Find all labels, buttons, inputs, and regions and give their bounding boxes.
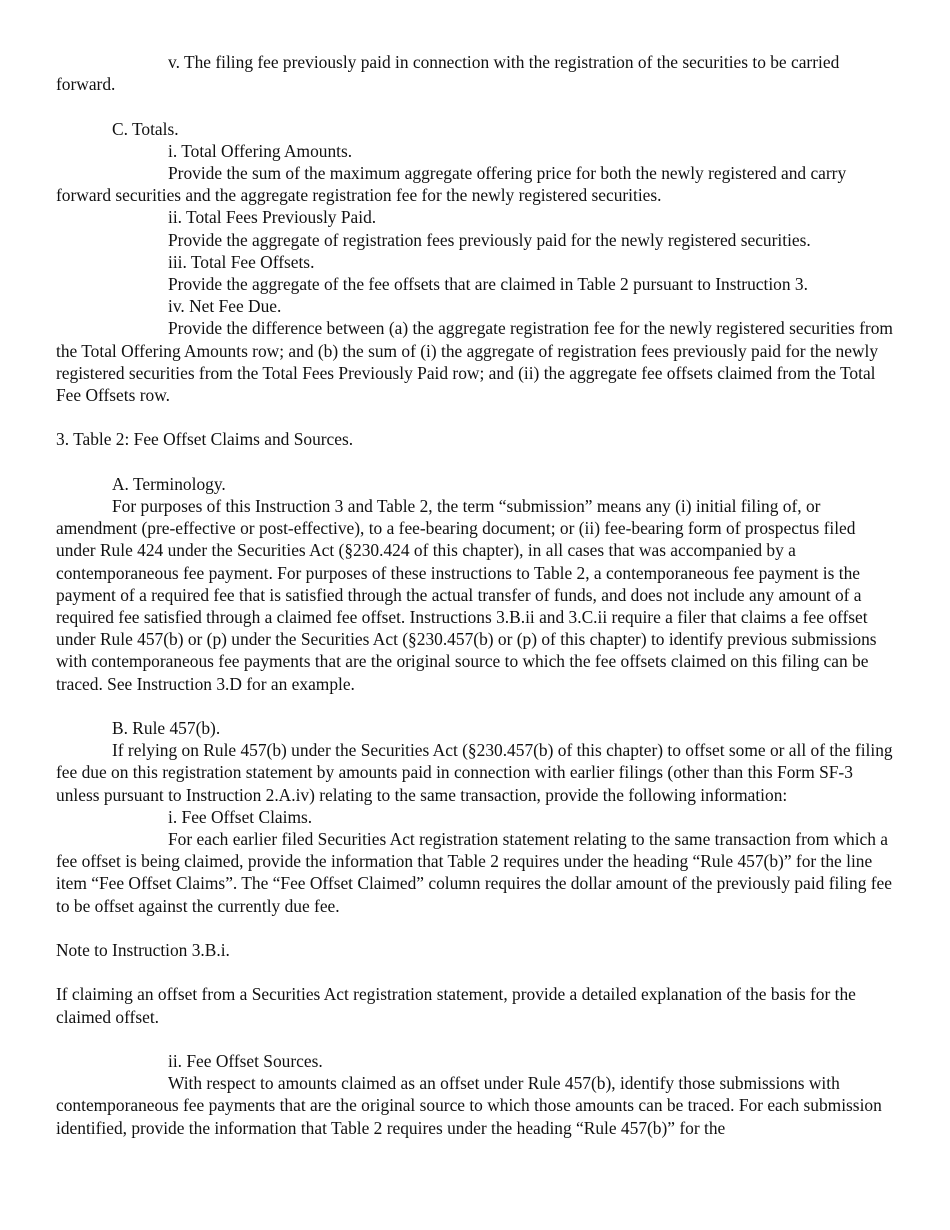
subheading-fee-offset-claims: i. Fee Offset Claims. (168, 806, 313, 827)
subheading-total-fee-offsets: iii. Total Fee Offsets. (168, 251, 315, 272)
paragraph-fee-offset-claims: For each earlier filed Securities Act registration statement relating to the same transaction from which a fee offset is being claimed, provide the information that Table 2 requires under the heading “Rule 457(b)” for the line item “Fee Offset Claims”. The “Fee Offset Claimed” column requires the dollar amount of the previously paid filing fee to be offset against the currently due fee. (56, 829, 892, 916)
paragraph-net-fee-due: Provide the difference between (a) the aggregate registration fee for the newly registered securities from the Total Offering Amounts row; and (b) the sum of (i) the aggregate of registration fees previously paid for the newly registered securities from the Total Fees Previously Paid row; and (ii) the aggregate fee offsets claimed from the Total Fee Offsets row. (56, 318, 893, 406)
paragraph-terminology: For purposes of this Instruction 3 and Table 2, the term “submission” means any (i) initial filing of, or amendment (pre-effective or post-effective), to a fee-bearing document; or (ii) fee-bearing form of prospectus filed under Rule 424 under the Securities Act (§230.424 of this chapter), in all cases that was accompanied by a contemporaneous fee payment. For purposes of these instructions to Table 2, a contemporaneous fee payment is the payment of a required fee that is satisfied through the actual transfer of funds, and does not include any amount of a required fee satisfied through a claimed fee offset. Instructions 3.B.ii and 3.C.ii require a filer that claims a fee offset under Rule 457(b) or (p) under the Securities Act (§230.457(b) or (p) of this chapter) to identify previous submissions with contemporaneous fee payments that are the original source to which the fee offsets claimed on this filing can be traced. See Instruction 3.D for an example. (56, 496, 877, 694)
subheading-net-fee-due: iv. Net Fee Due. (168, 296, 282, 317)
heading-c-totals: C. Totals. (112, 118, 179, 139)
spacer (56, 961, 896, 983)
spacer (56, 695, 896, 717)
spacer (56, 917, 896, 939)
paragraph-fee-offset-sources: With respect to amounts claimed as an offset under Rule 457(b), identify those submissions with contemporaneous fee payments that are the original source to which those amounts can be traced. For each submission identified, provide the information that Table 2 requires under the heading “Rule 457(b)” for the (56, 1073, 882, 1138)
heading-table-2: 3. Table 2: Fee Offset Claims and Sources. (56, 429, 354, 450)
subheading-total-offering-amounts: i. Total Offering Amounts. (168, 140, 353, 161)
heading-a-terminology: A. Terminology. (112, 473, 226, 494)
spacer (56, 95, 896, 117)
note-paragraph: If claiming an offset from a Securities Act registration statement, provide a detailed explanation of the basis for the claimed offset. (56, 984, 856, 1027)
paragraph-total-fee-offsets: Provide the aggregate of the fee offsets that are claimed in Table 2 pursuant to Instruction 3. (168, 274, 808, 295)
subheading-fee-offset-sources: ii. Fee Offset Sources. (168, 1051, 323, 1072)
paragraph-total-fees-previously-paid: Provide the aggregate of registration fees previously paid for the newly registered securities. (168, 229, 811, 250)
heading-b-rule-457b: B. Rule 457(b). (112, 718, 221, 739)
spacer (56, 451, 896, 473)
document-page (56, 51, 896, 1139)
item-v-filing-fee-carried-forward: v. The filing fee previously paid in connection with the registration of the securities to be carried forward. (56, 52, 840, 95)
spacer (56, 406, 896, 428)
spacer (56, 1028, 896, 1050)
note-heading: Note to Instruction 3.B.i. (56, 940, 230, 961)
subheading-total-fees-previously-paid: ii. Total Fees Previously Paid. (168, 207, 377, 228)
paragraph-rule-457b: If relying on Rule 457(b) under the Securities Act (§230.457(b) of this chapter) to offset some or all of the filing fee due on this registration statement by amounts paid in connection with earlier filings (other than this Form SF-3 unless pursuant to Instruction 2.A.iv) relating to the same transaction, provide the following information: (56, 740, 893, 805)
paragraph-total-offering-amounts: Provide the sum of the maximum aggregate offering price for both the newly registered and carry forward securities and the aggregate registration fee for the newly registered securities. (56, 163, 847, 206)
